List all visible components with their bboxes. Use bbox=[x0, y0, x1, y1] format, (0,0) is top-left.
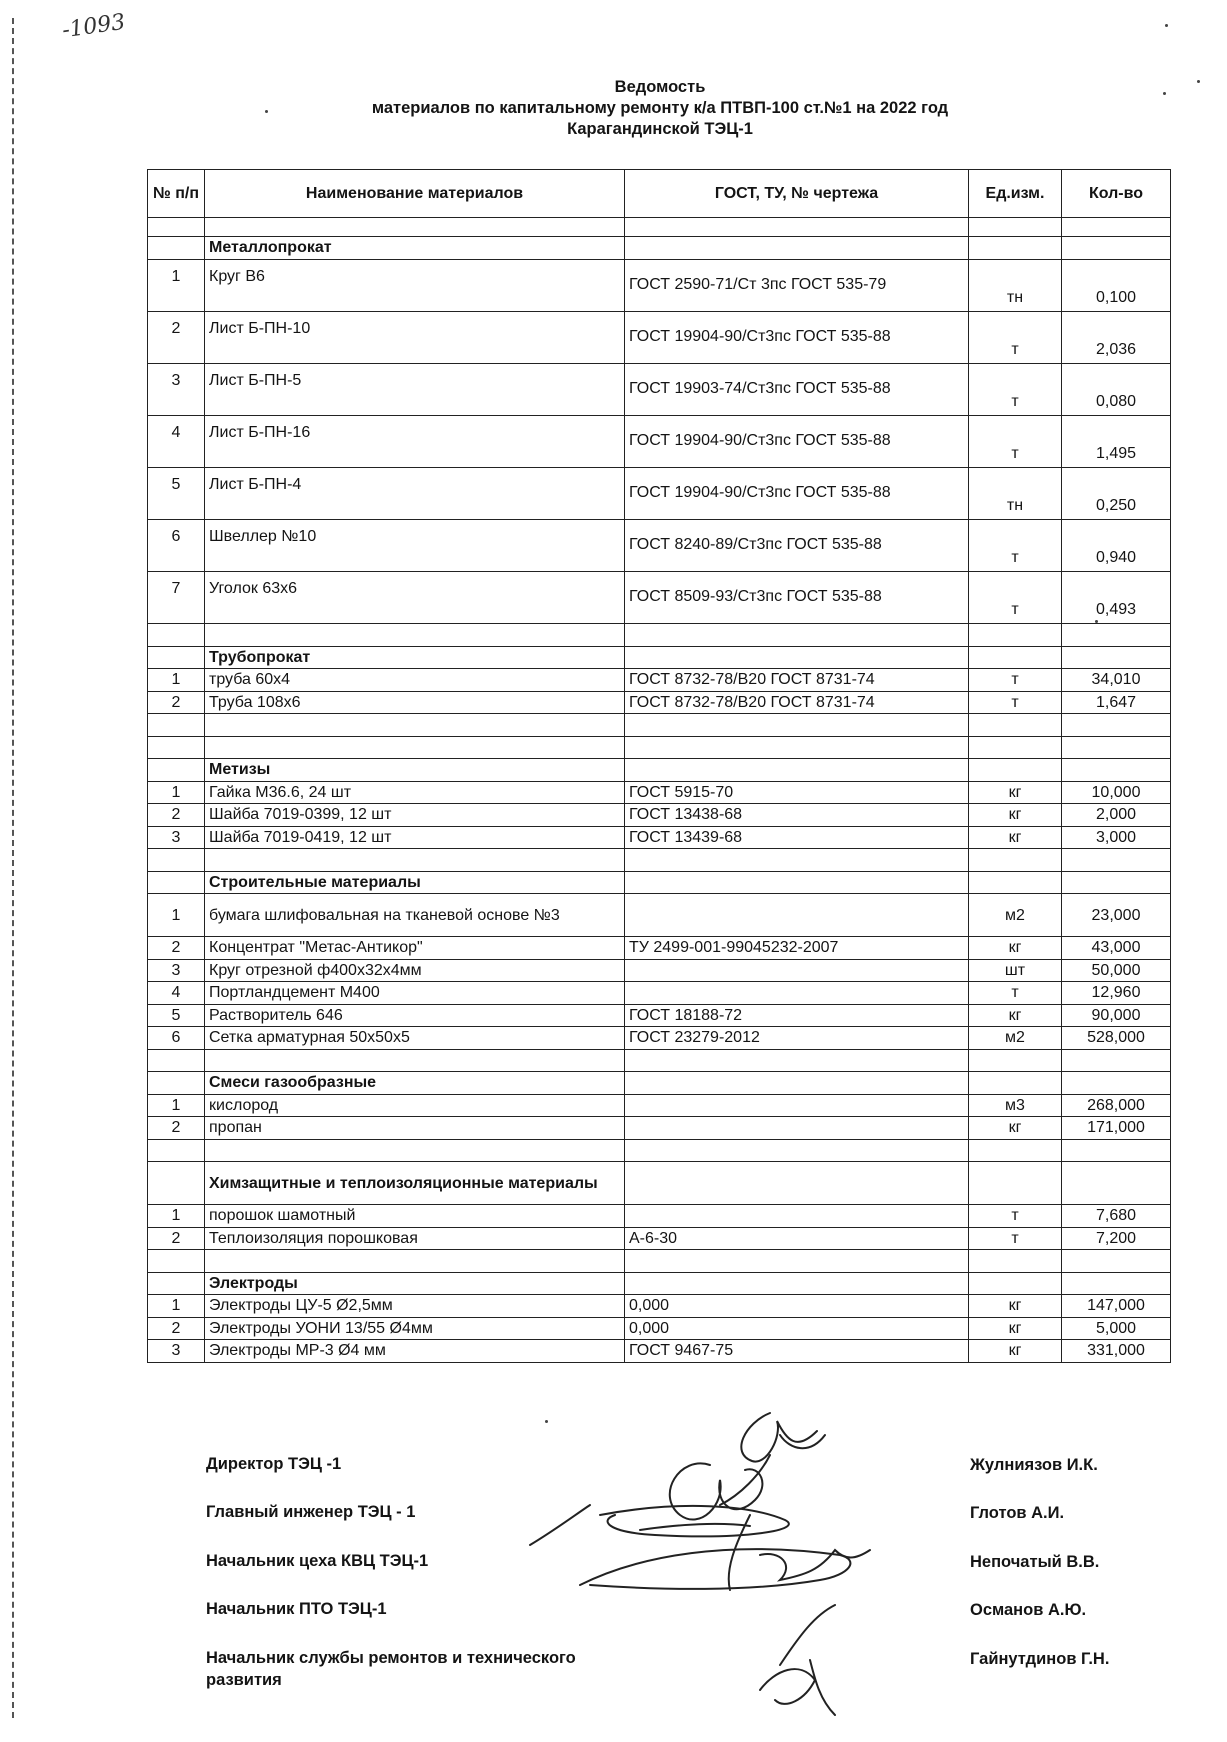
material-unit: м3 bbox=[969, 1094, 1062, 1117]
empty-cell bbox=[148, 1162, 205, 1205]
empty-cell bbox=[969, 736, 1062, 759]
row-number: 2 bbox=[148, 1227, 205, 1250]
material-quantity: 171,000 bbox=[1062, 1117, 1171, 1140]
material-unit: т bbox=[969, 669, 1062, 692]
table-row bbox=[148, 1295, 1171, 1318]
empty-cell bbox=[148, 623, 205, 646]
row-number: 6 bbox=[148, 519, 205, 571]
material-standard: ГОСТ 8240-89/Ст3пс ГОСТ 535-88 bbox=[625, 519, 969, 571]
section-row bbox=[148, 1072, 1171, 1095]
empty-cell bbox=[148, 714, 205, 737]
material-unit: т bbox=[969, 311, 1062, 363]
empty-cell bbox=[1062, 1139, 1171, 1162]
material-standard: ГОСТ 19904-90/Ст3пс ГОСТ 535-88 bbox=[625, 311, 969, 363]
section-row bbox=[148, 759, 1171, 782]
material-quantity: 7,680 bbox=[1062, 1205, 1171, 1228]
material-name: Портландцемент М400 bbox=[205, 982, 625, 1005]
row-number: 2 bbox=[148, 691, 205, 714]
empty-cell bbox=[205, 623, 625, 646]
empty-cell bbox=[148, 736, 205, 759]
table-row bbox=[148, 519, 1171, 571]
section-row bbox=[148, 646, 1171, 669]
table-row bbox=[148, 1317, 1171, 1340]
material-standard bbox=[625, 894, 969, 937]
table-row bbox=[148, 1340, 1171, 1363]
row-number: 4 bbox=[148, 415, 205, 467]
empty-cell bbox=[148, 1072, 205, 1095]
material-unit: т bbox=[969, 1227, 1062, 1250]
material-name: Уголок 63х6 bbox=[205, 571, 625, 623]
material-quantity: 0,940 bbox=[1062, 519, 1171, 571]
row-number: 4 bbox=[148, 982, 205, 1005]
material-unit: м2 bbox=[969, 894, 1062, 937]
empty-cell bbox=[148, 1049, 205, 1072]
scan-speck bbox=[1095, 620, 1098, 623]
row-number: 3 bbox=[148, 959, 205, 982]
table-body bbox=[148, 218, 1171, 1363]
empty-cell bbox=[625, 736, 969, 759]
material-unit: м2 bbox=[969, 1027, 1062, 1050]
table-row bbox=[148, 1027, 1171, 1050]
empty-cell bbox=[969, 1139, 1062, 1162]
material-name: Электроды ЦУ-5 Ø2,5мм bbox=[205, 1295, 625, 1318]
material-name: Лист Б-ПН-4 bbox=[205, 467, 625, 519]
material-standard bbox=[625, 959, 969, 982]
material-quantity: 7,200 bbox=[1062, 1227, 1171, 1250]
empty-cell bbox=[148, 1272, 205, 1295]
empty-cell bbox=[969, 1162, 1062, 1205]
section-title: Трубопрокат bbox=[205, 646, 625, 669]
row-number: 5 bbox=[148, 467, 205, 519]
material-quantity: 10,000 bbox=[1062, 781, 1171, 804]
empty-cell bbox=[148, 759, 205, 782]
material-standard: ТУ 2499-001-99045232-2007 bbox=[625, 937, 969, 960]
table-row bbox=[148, 1117, 1171, 1140]
empty-cell bbox=[1062, 1162, 1171, 1205]
empty-row bbox=[148, 849, 1171, 872]
material-standard: ГОСТ 8732-78/В20 ГОСТ 8731-74 bbox=[625, 691, 969, 714]
empty-cell bbox=[148, 218, 205, 237]
empty-cell bbox=[148, 871, 205, 894]
handwritten-page-number: -1093 bbox=[60, 9, 127, 44]
row-number: 1 bbox=[148, 259, 205, 311]
empty-cell bbox=[969, 646, 1062, 669]
material-name: Гайка М36.6, 24 шт bbox=[205, 781, 625, 804]
material-name: Растворитель 646 bbox=[205, 1004, 625, 1027]
empty-cell bbox=[1062, 759, 1171, 782]
material-standard: ГОСТ 19904-90/Ст3пс ГОСТ 535-88 bbox=[625, 415, 969, 467]
signoff-person: Гайнутдинов Г.Н. bbox=[970, 1650, 1110, 1668]
material-quantity: 268,000 bbox=[1062, 1094, 1171, 1117]
row-number: 2 bbox=[148, 937, 205, 960]
empty-cell bbox=[969, 759, 1062, 782]
section-row bbox=[148, 1162, 1171, 1205]
empty-cell bbox=[625, 1162, 969, 1205]
empty-cell bbox=[1062, 1272, 1171, 1295]
signoff-person: Жулниязов И.К. bbox=[970, 1456, 1098, 1474]
material-unit: т bbox=[969, 1205, 1062, 1228]
material-name: труба 60х4 bbox=[205, 669, 625, 692]
row-number: 1 bbox=[148, 1094, 205, 1117]
signoff-position: Начальник цеха КВЦ ТЭЦ-1 bbox=[206, 1552, 429, 1570]
material-name: пропан bbox=[205, 1117, 625, 1140]
material-unit: шт bbox=[969, 959, 1062, 982]
material-unit: т bbox=[969, 571, 1062, 623]
empty-cell bbox=[1062, 736, 1171, 759]
empty-cell bbox=[148, 646, 205, 669]
scan-speck bbox=[265, 110, 268, 113]
signoff-person: Османов А.Ю. bbox=[970, 1601, 1087, 1619]
material-quantity: 331,000 bbox=[1062, 1340, 1171, 1363]
section-title: Электроды bbox=[205, 1272, 625, 1295]
empty-cell bbox=[1062, 871, 1171, 894]
table-row bbox=[148, 1004, 1171, 1027]
empty-cell bbox=[1062, 1072, 1171, 1095]
header-num: № п/п bbox=[148, 170, 205, 218]
material-quantity: 0,080 bbox=[1062, 363, 1171, 415]
empty-cell bbox=[625, 1072, 969, 1095]
material-unit: т bbox=[969, 982, 1062, 1005]
table-row bbox=[148, 1094, 1171, 1117]
section-row bbox=[148, 1272, 1171, 1295]
row-number: 1 bbox=[148, 894, 205, 937]
material-name: Лист Б-ПН-10 bbox=[205, 311, 625, 363]
document-title: Ведомость bbox=[614, 78, 706, 96]
material-quantity: 0,100 bbox=[1062, 259, 1171, 311]
material-unit: кг bbox=[969, 1004, 1062, 1027]
empty-cell bbox=[625, 1049, 969, 1072]
table-row bbox=[148, 937, 1171, 960]
empty-cell bbox=[625, 759, 969, 782]
empty-cell bbox=[969, 1049, 1062, 1072]
row-number: 2 bbox=[148, 311, 205, 363]
signoff-position: Начальник службы ремонтов и технического развития bbox=[206, 1649, 576, 1689]
material-quantity: 528,000 bbox=[1062, 1027, 1171, 1050]
material-standard: ГОСТ 19903-74/Ст3пс ГОСТ 535-88 bbox=[625, 363, 969, 415]
material-unit: кг bbox=[969, 1295, 1062, 1318]
material-standard: ГОСТ 9467-75 bbox=[625, 1340, 969, 1363]
material-name: Электроды МР-3 Ø4 мм bbox=[205, 1340, 625, 1363]
section-title: Химзащитные и теплоизоляционные материалы bbox=[205, 1162, 625, 1205]
header-qty: Кол-во bbox=[1062, 170, 1171, 218]
empty-cell bbox=[625, 218, 969, 237]
material-quantity: 2,036 bbox=[1062, 311, 1171, 363]
materials-table bbox=[147, 169, 1171, 1363]
empty-cell bbox=[1062, 218, 1171, 237]
material-name: Электроды УОНИ 13/55 Ø4мм bbox=[205, 1317, 625, 1340]
material-name: порошок шамотный bbox=[205, 1205, 625, 1228]
section-title: Смеси газообразные bbox=[205, 1072, 625, 1095]
material-standard: 0,000 bbox=[625, 1295, 969, 1318]
empty-cell bbox=[969, 1072, 1062, 1095]
empty-cell bbox=[205, 1049, 625, 1072]
table-row bbox=[148, 982, 1171, 1005]
row-number: 3 bbox=[148, 363, 205, 415]
material-quantity: 3,000 bbox=[1062, 826, 1171, 849]
empty-cell bbox=[969, 849, 1062, 872]
empty-cell bbox=[205, 714, 625, 737]
material-standard: ГОСТ 19904-90/Ст3пс ГОСТ 535-88 bbox=[625, 467, 969, 519]
table-row bbox=[148, 259, 1171, 311]
empty-cell bbox=[625, 1272, 969, 1295]
material-standard: ГОСТ 5915-70 bbox=[625, 781, 969, 804]
empty-cell bbox=[969, 1272, 1062, 1295]
row-number: 3 bbox=[148, 1340, 205, 1363]
empty-cell bbox=[148, 849, 205, 872]
empty-row bbox=[148, 736, 1171, 759]
material-quantity: 50,000 bbox=[1062, 959, 1171, 982]
table-row bbox=[148, 311, 1171, 363]
row-number: 1 bbox=[148, 669, 205, 692]
material-name: кислород bbox=[205, 1094, 625, 1117]
material-name: Сетка арматурная 50х50х5 bbox=[205, 1027, 625, 1050]
signoff-person: Непочатый В.В. bbox=[970, 1553, 1100, 1571]
material-name: Труба 108х6 bbox=[205, 691, 625, 714]
material-unit: кг bbox=[969, 937, 1062, 960]
empty-cell bbox=[625, 1139, 969, 1162]
material-unit: кг bbox=[969, 1340, 1062, 1363]
material-unit: тн bbox=[969, 467, 1062, 519]
section-title: Строительные материалы bbox=[205, 871, 625, 894]
empty-cell bbox=[148, 1250, 205, 1273]
empty-cell bbox=[1062, 646, 1171, 669]
material-quantity: 43,000 bbox=[1062, 937, 1171, 960]
empty-cell bbox=[205, 1139, 625, 1162]
empty-cell bbox=[625, 714, 969, 737]
empty-cell bbox=[205, 849, 625, 872]
empty-cell bbox=[205, 1250, 625, 1273]
material-quantity: 1,495 bbox=[1062, 415, 1171, 467]
material-quantity: 2,000 bbox=[1062, 804, 1171, 827]
empty-cell bbox=[1062, 1250, 1171, 1273]
material-unit: кг bbox=[969, 826, 1062, 849]
scan-speck bbox=[545, 1420, 548, 1423]
signoff-position: Начальник ПТО ТЭЦ-1 bbox=[206, 1600, 387, 1618]
material-quantity: 0,493 bbox=[1062, 571, 1171, 623]
material-quantity: 23,000 bbox=[1062, 894, 1171, 937]
empty-row bbox=[148, 218, 1171, 237]
material-standard: ГОСТ 8509-93/Ст3пс ГОСТ 535-88 bbox=[625, 571, 969, 623]
section-title: Метизы bbox=[205, 759, 625, 782]
empty-cell bbox=[148, 1139, 205, 1162]
empty-cell bbox=[1062, 849, 1171, 872]
empty-row bbox=[148, 1139, 1171, 1162]
table-row bbox=[148, 669, 1171, 692]
material-unit: кг bbox=[969, 1117, 1062, 1140]
material-name: Концентрат "Метас-Антикор" bbox=[205, 937, 625, 960]
material-quantity: 5,000 bbox=[1062, 1317, 1171, 1340]
material-unit: кг bbox=[969, 804, 1062, 827]
material-unit: т bbox=[969, 415, 1062, 467]
table-row bbox=[148, 363, 1171, 415]
scan-speck bbox=[1163, 92, 1166, 95]
signoff-position: Директор ТЭЦ -1 bbox=[206, 1455, 342, 1473]
section-row bbox=[148, 237, 1171, 260]
material-name: Шайба 7019-0419, 12 шт bbox=[205, 826, 625, 849]
material-standard bbox=[625, 982, 969, 1005]
material-standard: ГОСТ 2590-71/Ст 3пс ГОСТ 535-79 bbox=[625, 259, 969, 311]
empty-cell bbox=[969, 871, 1062, 894]
row-number: 6 bbox=[148, 1027, 205, 1050]
table-row bbox=[148, 804, 1171, 827]
table-row bbox=[148, 959, 1171, 982]
table-row bbox=[148, 894, 1171, 937]
document-organization: Карагандинской ТЭЦ-1 bbox=[567, 120, 753, 138]
empty-cell bbox=[148, 237, 205, 260]
material-name: Теплоизоляция порошковая bbox=[205, 1227, 625, 1250]
empty-cell bbox=[1062, 623, 1171, 646]
empty-cell bbox=[969, 1250, 1062, 1273]
table-row bbox=[148, 781, 1171, 804]
row-number: 7 bbox=[148, 571, 205, 623]
material-standard: ГОСТ 8732-78/В20 ГОСТ 8731-74 bbox=[625, 669, 969, 692]
empty-cell bbox=[625, 623, 969, 646]
material-standard: ГОСТ 23279-2012 bbox=[625, 1027, 969, 1050]
header-name: Наименование материалов bbox=[205, 170, 625, 218]
section-row bbox=[148, 871, 1171, 894]
material-unit: т bbox=[969, 691, 1062, 714]
empty-cell bbox=[1062, 237, 1171, 260]
material-name: Швеллер №10 bbox=[205, 519, 625, 571]
table-row bbox=[148, 415, 1171, 467]
table-row bbox=[148, 826, 1171, 849]
material-name: Лист Б-ПН-5 bbox=[205, 363, 625, 415]
empty-cell bbox=[969, 237, 1062, 260]
material-unit: тн bbox=[969, 259, 1062, 311]
empty-cell bbox=[625, 237, 969, 260]
section-title: Металлопрокат bbox=[205, 237, 625, 260]
material-quantity: 1,647 bbox=[1062, 691, 1171, 714]
material-name: Шайба 7019-0399, 12 шт bbox=[205, 804, 625, 827]
material-standard bbox=[625, 1094, 969, 1117]
empty-cell bbox=[969, 218, 1062, 237]
row-number: 2 bbox=[148, 1317, 205, 1340]
empty-cell bbox=[625, 871, 969, 894]
material-quantity: 12,960 bbox=[1062, 982, 1171, 1005]
material-standard: ГОСТ 13438-68 bbox=[625, 804, 969, 827]
material-unit: т bbox=[969, 363, 1062, 415]
scan-speck bbox=[1197, 80, 1200, 83]
signoff-position: Главный инженер ТЭЦ - 1 bbox=[206, 1503, 416, 1521]
empty-cell bbox=[205, 218, 625, 237]
signoff-person: Глотов А.И. bbox=[970, 1504, 1065, 1522]
material-standard: ГОСТ 18188-72 bbox=[625, 1004, 969, 1027]
binding-margin-line bbox=[12, 18, 14, 1718]
row-number: 5 bbox=[148, 1004, 205, 1027]
header-unit: Ед.изм. bbox=[969, 170, 1062, 218]
empty-row bbox=[148, 623, 1171, 646]
material-quantity: 0,250 bbox=[1062, 467, 1171, 519]
material-standard: ГОСТ 13439-68 bbox=[625, 826, 969, 849]
material-quantity: 34,010 bbox=[1062, 669, 1171, 692]
table-row bbox=[148, 1227, 1171, 1250]
material-standard bbox=[625, 1205, 969, 1228]
material-name: Круг отрезной ф400х32х4мм bbox=[205, 959, 625, 982]
empty-cell bbox=[625, 849, 969, 872]
material-quantity: 147,000 bbox=[1062, 1295, 1171, 1318]
row-number: 1 bbox=[148, 1295, 205, 1318]
material-standard: А-6-30 bbox=[625, 1227, 969, 1250]
empty-cell bbox=[1062, 714, 1171, 737]
empty-row bbox=[148, 1049, 1171, 1072]
header-gost: ГОСТ, ТУ, № чертежа bbox=[625, 170, 969, 218]
document-subtitle: материалов по капитальному ремонту к/а ПТВП-100 ст.№1 на 2022 год bbox=[371, 99, 949, 117]
empty-row bbox=[148, 714, 1171, 737]
table-header-row bbox=[148, 170, 1171, 218]
material-unit: кг bbox=[969, 781, 1062, 804]
table-row bbox=[148, 1205, 1171, 1228]
table-row bbox=[148, 571, 1171, 623]
empty-cell bbox=[1062, 1049, 1171, 1072]
material-standard: 0,000 bbox=[625, 1317, 969, 1340]
empty-cell bbox=[205, 736, 625, 759]
row-number: 1 bbox=[148, 781, 205, 804]
empty-cell bbox=[969, 623, 1062, 646]
empty-cell bbox=[969, 714, 1062, 737]
empty-cell bbox=[625, 1250, 969, 1273]
empty-cell bbox=[625, 646, 969, 669]
table-row bbox=[148, 467, 1171, 519]
material-unit: т bbox=[969, 519, 1062, 571]
material-unit: кг bbox=[969, 1317, 1062, 1340]
material-name: Лист Б-ПН-16 bbox=[205, 415, 625, 467]
empty-row bbox=[148, 1250, 1171, 1273]
row-number: 2 bbox=[148, 1117, 205, 1140]
material-name: бумага шлифовальная на тканевой основе №3 bbox=[205, 894, 625, 937]
material-standard bbox=[625, 1117, 969, 1140]
table-row bbox=[148, 691, 1171, 714]
material-quantity: 90,000 bbox=[1062, 1004, 1171, 1027]
material-name: Круг В6 bbox=[205, 259, 625, 311]
row-number: 1 bbox=[148, 1205, 205, 1228]
row-number: 2 bbox=[148, 804, 205, 827]
scan-speck bbox=[1165, 24, 1168, 27]
row-number: 3 bbox=[148, 826, 205, 849]
handwritten-signatures bbox=[520, 1405, 950, 1725]
